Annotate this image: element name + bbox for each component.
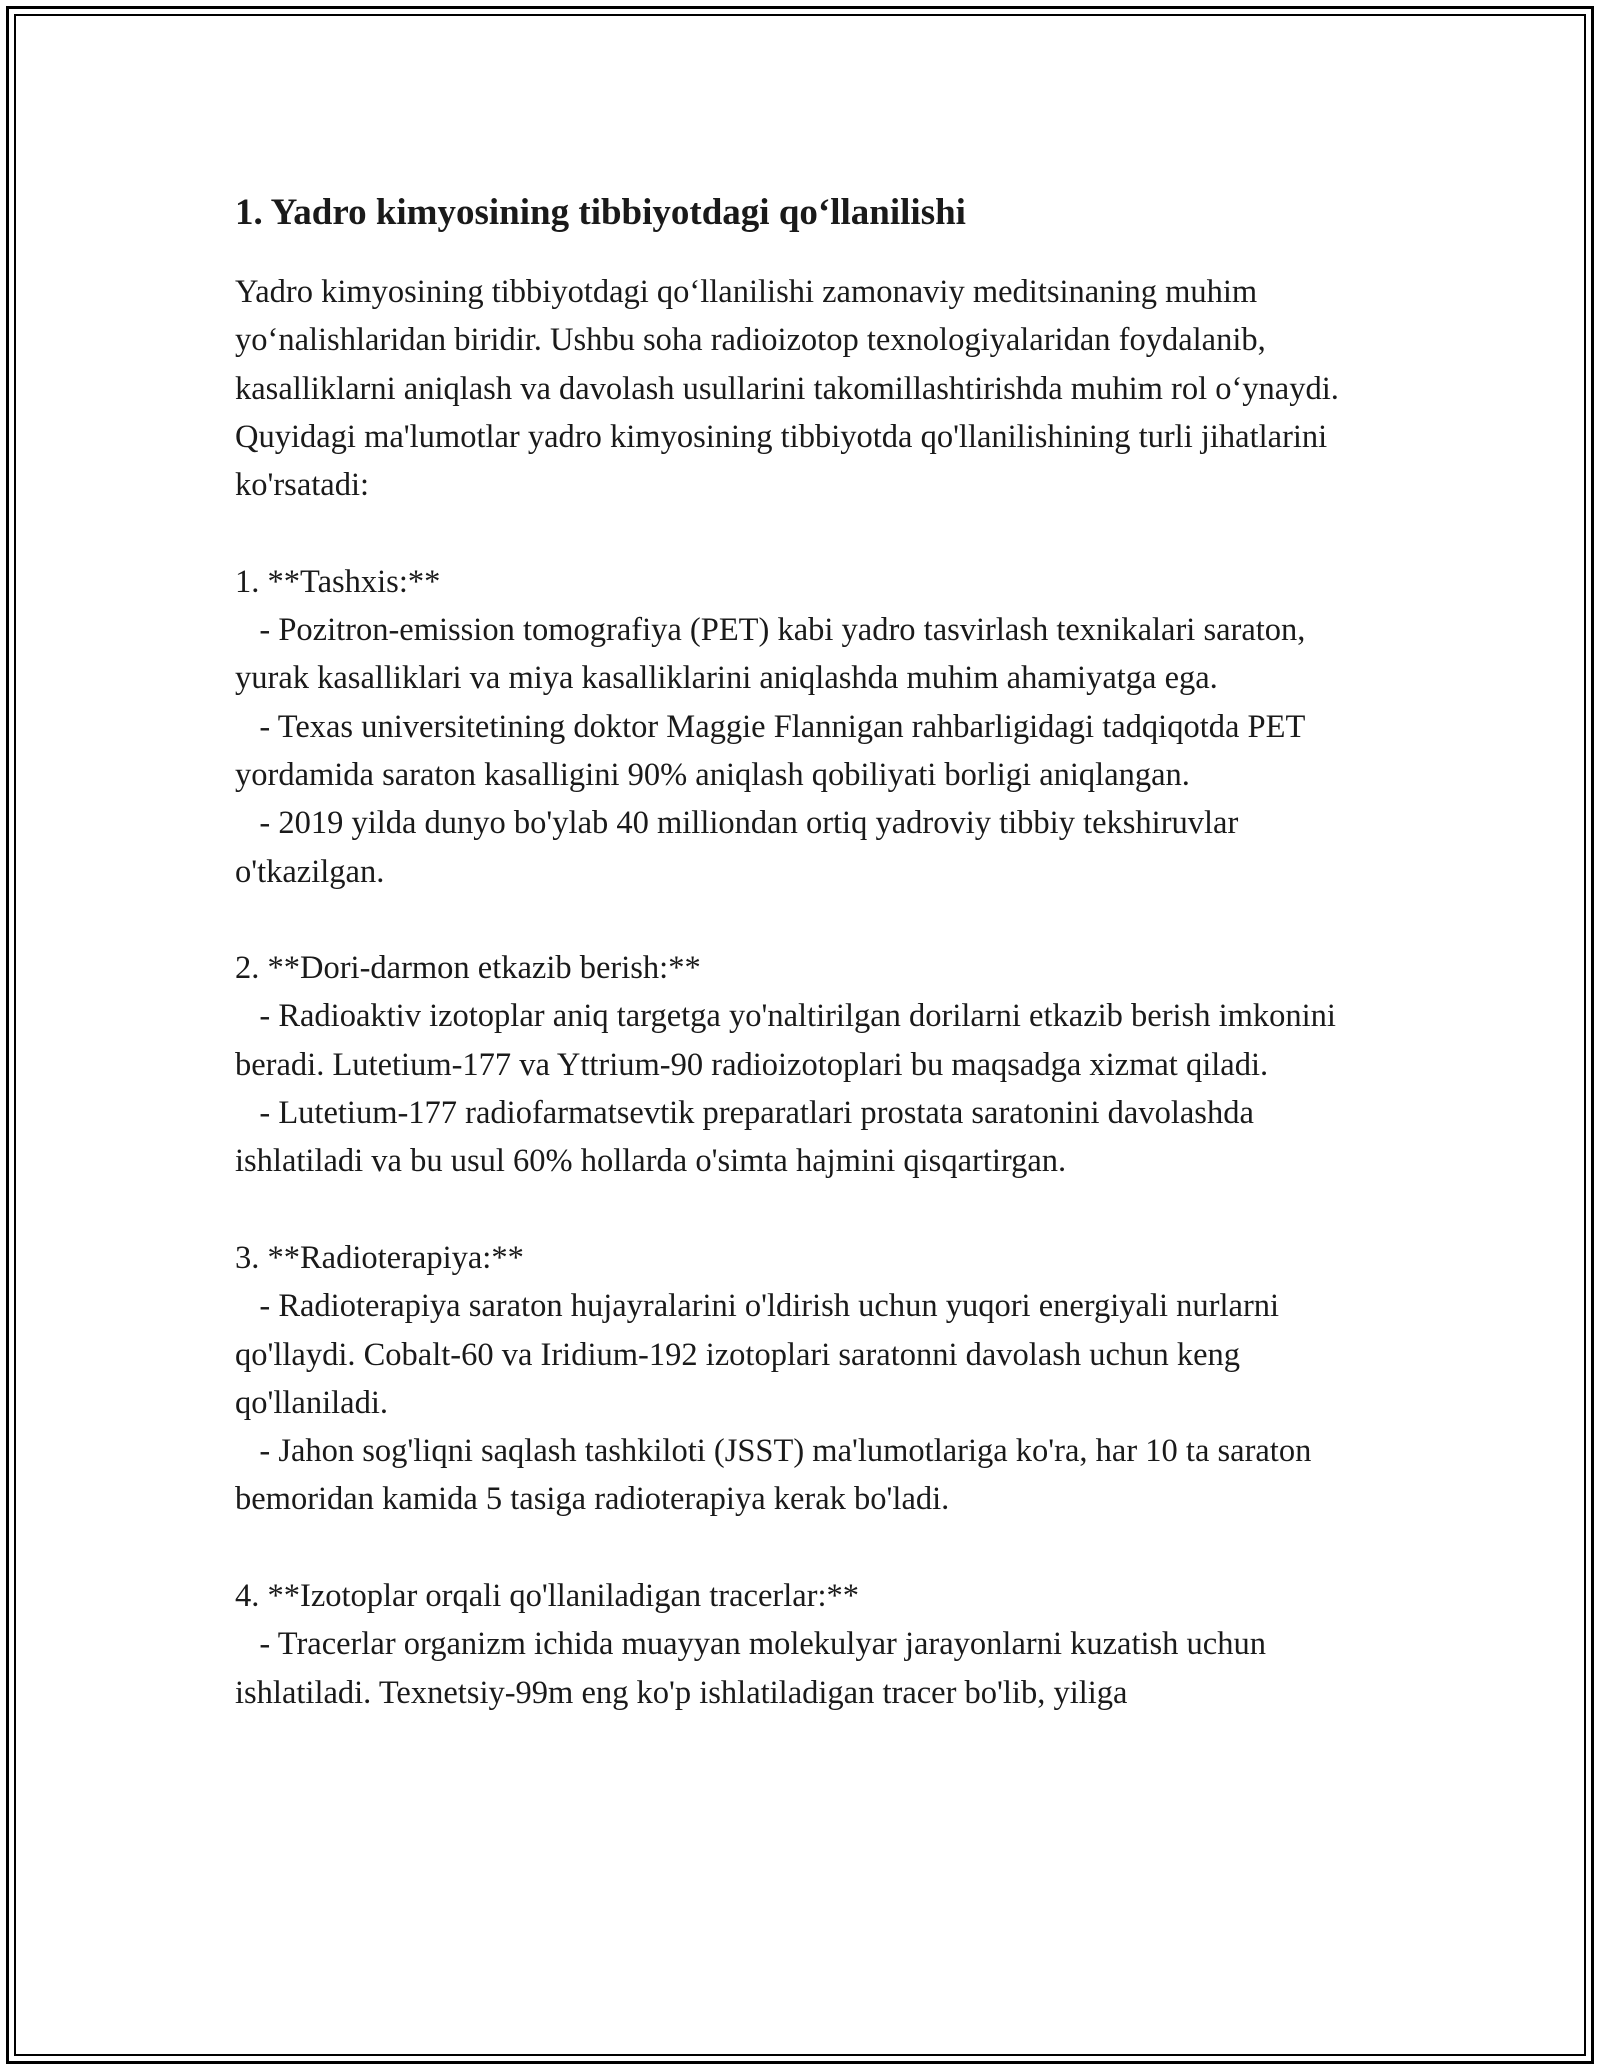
paragraph-gap bbox=[235, 509, 1375, 557]
paragraph-gap bbox=[235, 1524, 1375, 1572]
section-heading: 1. Yadro kimyosining tibbiyotdagi qo‘llanilishi bbox=[235, 192, 966, 233]
list-item: - Texas universitetining doktor Maggie Flannigan rahbarligidagi tadqiqotda PET yordamida saraton kasalligini 90% aniqlash qobiliyati borligi aniqlangan. bbox=[235, 708, 1313, 793]
section-title-tracerlar: 4. **Izotoplar orqali qo'llaniladigan tracerlar:** bbox=[235, 1578, 860, 1615]
list-item: - Radioaktiv izotoplar aniq targetga yo'naltirilgan dorilarni etkazib berish imkonini beradi. Lutetium-177 va Yttrium-90 radioizotoplari bu maqsadga xizmat qiladi. bbox=[235, 998, 1345, 1083]
section-title-radioterapiya: 3. **Radioterapiya:** bbox=[235, 1239, 524, 1276]
paragraph-gap bbox=[235, 896, 1375, 944]
intro-paragraph: Yadro kimyosining tibbiyotdagi qo‘llanilishi zamonaviy meditsinaning muhim yo‘nalishlaridan biridir. Ushbu soha radioizotop texnologiyalaridan foydalanib, kasalliklarni aniqlash va davolash usullarini takomillashtirishda muhim rol o‘ynaydi. Quyidagi ma'lumotlar yadro kimyosining tibbiyotda qo'llanilishining turli jihatlarini ko'rsatadi: bbox=[235, 274, 1348, 504]
paragraph-gap bbox=[235, 1186, 1375, 1234]
section-title-tashxis: 1. **Tashxis:** bbox=[235, 563, 441, 600]
section-title-dori-darmon: 2. **Dori-darmon etkazib berish:** bbox=[235, 950, 701, 987]
list-item: - Jahon sog'liqni saqlash tashkiloti (JSST) ma'lumotlariga ko'ra, har 10 ta saraton bemoridan kamida 5 tasiga radioterapiya kerak bo'ladi. bbox=[235, 1433, 1320, 1518]
list-item: - Tracerlar organizm ichida muayyan molekulyar jarayonlarni kuzatish uchun ishlatiladi. Texnetsiy-99m eng ko'p ishlatiladigan tracer bo'lib, yiliga bbox=[235, 1626, 1275, 1711]
list-item: - Pozitron-emission tomografiya (PET) kabi yadro tasvirlash texnikalari saraton, yurak kasalliklari va miya kasalliklarini aniqlashda muhim ahamiyatga ega. bbox=[235, 612, 1314, 697]
list-item: - Lutetium-177 radiofarmatsevtik preparatlari prostata saratonini davolashda ishlatiladi va bu usul 60% hollarda o'simta hajmini qisqartirgan. bbox=[235, 1095, 1263, 1180]
list-item: - Radioterapiya saraton hujayralarini o'ldirish uchun yuqori energiyali nurlarni qo'llaydi. Cobalt-60 va Iridium-192 izotoplari saratonni davolash uchun keng qo'llaniladi. bbox=[235, 1288, 1288, 1421]
document-body bbox=[235, 190, 1375, 1717]
list-item: - 2019 yilda dunyo bo'ylab 40 milliondan ortiq yadroviy tibbiy tekshiruvlar o'tkazilgan. bbox=[235, 805, 1247, 890]
